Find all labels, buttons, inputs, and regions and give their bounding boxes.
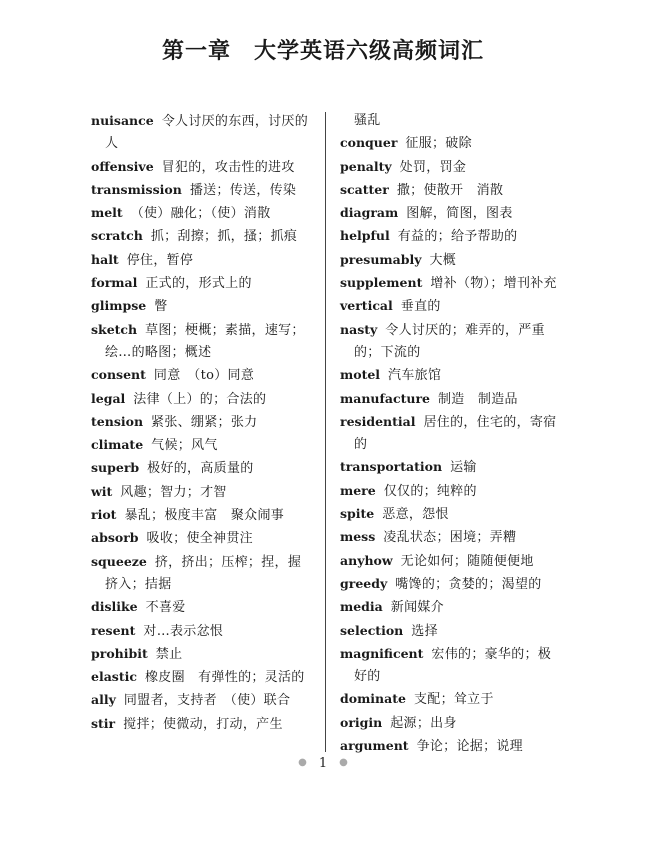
vocab-word: magnificent	[340, 645, 424, 661]
vocab-definition: 令人讨厌的；难弄的，严重的；下流的	[354, 322, 545, 360]
vocab-entry	[340, 735, 562, 758]
vocab-word: ally	[91, 692, 116, 708]
vocab-definition: 令人讨厌的东西，讨厌的人	[105, 114, 309, 152]
vocab-entry	[91, 643, 313, 666]
column-divider	[325, 112, 326, 752]
vocab-word: mere	[340, 482, 376, 498]
vocab-entry	[91, 156, 313, 179]
vocab-entry	[91, 481, 313, 504]
vocab-definition: 气候；风气	[151, 438, 218, 454]
vocab-word: media	[340, 599, 383, 615]
vocab-definition: 紧张、绷紧；张力	[151, 414, 258, 430]
vocab-entry	[340, 388, 562, 411]
vocab-definition: 仅仅的；纯粹的	[383, 483, 477, 499]
vocab-word: scatter	[340, 181, 389, 197]
vocab-entry	[340, 295, 562, 318]
vocab-definition: 大概	[429, 252, 457, 268]
vocab-word: tension	[91, 413, 144, 429]
vocab-definition: 瞥	[154, 299, 168, 315]
vocab-word: argument	[340, 738, 409, 754]
vocab-definition: 汽车旅馆	[388, 368, 442, 384]
vocab-definition: 垂直的	[400, 299, 441, 315]
vocab-entry	[340, 620, 562, 643]
vocab-word: motel	[340, 367, 381, 383]
continued-definition: 骚乱	[354, 113, 381, 128]
vocab-definition: 同盟者，支持者 （使）联合	[123, 693, 291, 709]
vocab-definition: 挤，挤出；压榨；捏，握 挤入；拮据	[105, 554, 315, 592]
vocab-word: dislike	[91, 599, 138, 615]
vocab-definition: （使）融化；（使）消散	[130, 206, 271, 222]
vocab-entry	[340, 319, 562, 365]
vocab-word: nuisance	[91, 113, 154, 128]
vocab-word: prohibit	[91, 645, 148, 661]
vocab-definition: 凌乱状态；困境；弄糟	[383, 530, 517, 546]
vocab-definition: 争论；论据；说理	[416, 739, 523, 755]
vocab-definition: 居住的，住宅的，寄宿的	[354, 414, 557, 453]
vocab-definition: 禁止	[155, 646, 183, 662]
vocab-word: sketch	[91, 321, 138, 337]
vocab-word: mess	[340, 529, 376, 545]
vocab-entry	[91, 666, 313, 689]
vocab-word: nasty	[340, 321, 378, 337]
vocab-definition: 极好的，高质量的	[147, 461, 254, 477]
vocab-definition: 有益的；给予帮助的	[397, 229, 518, 245]
vocab-column-right	[340, 110, 562, 758]
vocab-entry	[91, 689, 313, 712]
vocab-word: penalty	[340, 158, 392, 174]
vocab-word: greedy	[340, 575, 388, 591]
vocab-definition: 增补（物）；增刊补充	[430, 276, 557, 292]
vocab-word: melt	[91, 205, 123, 221]
vocab-entry	[91, 249, 313, 272]
vocab-word: helpful	[340, 228, 390, 244]
vocab-word: halt	[91, 251, 119, 267]
vocab-word: elastic	[91, 669, 137, 685]
vocab-entry	[340, 503, 562, 526]
vocab-word: stir	[91, 715, 116, 731]
vocab-word: dominate	[340, 691, 406, 707]
vocab-entry	[340, 596, 562, 619]
vocab-definition: 起源；出身	[390, 715, 457, 731]
vocab-entry	[91, 713, 313, 736]
vocab-entry	[91, 504, 313, 527]
vocab-definition: 停住，暂停	[126, 252, 194, 268]
vocab-word: residential	[340, 413, 416, 429]
vocab-definition: 法律（上）的；合法的	[133, 391, 267, 407]
vocab-word: presumably	[340, 251, 422, 267]
vocab-definition: 恶意，怨恨	[382, 507, 449, 523]
vocab-entry	[91, 551, 313, 597]
vocab-entry	[340, 688, 562, 711]
vocab-definition: 运输	[450, 460, 477, 476]
vocab-definition: 图解，简图，图表	[406, 206, 513, 222]
vocab-entry	[340, 573, 562, 596]
vocab-entry	[340, 712, 562, 735]
vocab-definition: 草图；梗概；素描，速写；绘…的略图；概述	[105, 322, 305, 360]
vocab-entry	[340, 156, 562, 179]
vocab-definition: 制造 制造品	[438, 391, 518, 407]
vocab-entry	[340, 643, 562, 689]
page-footer	[0, 756, 646, 771]
vocab-definition: 橡皮圈 有弹性的；灵活的	[144, 670, 305, 686]
vocab-entry	[340, 364, 562, 387]
vocab-entry	[91, 272, 313, 295]
vocab-definition: 支配；耸立于	[413, 692, 494, 708]
vocab-word: formal	[91, 275, 138, 291]
vocab-definition: 不喜爱	[145, 600, 186, 616]
vocab-entry	[91, 388, 313, 411]
vocab-word: transmission	[91, 181, 182, 197]
vocab-entry	[91, 202, 313, 225]
vocab-entry	[340, 132, 562, 155]
vocab-definition: 嘴馋的；贪婪的；渴望的	[395, 576, 542, 592]
vocab-definition: 无论如何；随随便便地	[400, 553, 534, 569]
vocab-definition: 冒犯的，攻击性的进攻	[161, 159, 295, 175]
vocab-entry	[340, 272, 562, 295]
vocab-word: origin	[340, 714, 383, 730]
vocab-definition: 宏伟的；豪华的；极好的	[354, 646, 552, 685]
vocab-definition: 抓；刮擦；抓，搔；抓痕	[150, 229, 298, 245]
vocab-entry	[340, 249, 562, 272]
vocab-word: anyhow	[340, 552, 393, 568]
vocab-entry	[340, 480, 562, 503]
vocab-word: scratch	[91, 228, 143, 244]
vocab-definition: 处罚，罚金	[399, 159, 467, 175]
vocab-entry	[91, 457, 313, 480]
vocab-word: riot	[91, 507, 117, 523]
vocab-word: transportation	[340, 459, 443, 475]
footer-dot-icon: ●	[339, 757, 348, 768]
footer-dot-icon: ●	[298, 757, 307, 768]
vocab-word: absorb	[91, 530, 139, 546]
vocab-word: offensive	[91, 158, 154, 174]
vocab-definition: 风趣；智力；才智	[120, 484, 227, 500]
vocab-definition: 播送；传送，传染	[189, 182, 297, 198]
vocab-entry	[340, 202, 562, 225]
vocab-entry	[91, 225, 313, 248]
vocab-definition: 正式的，形式上的	[145, 276, 252, 292]
vocab-entry	[91, 364, 313, 387]
vocab-entry	[340, 526, 562, 549]
vocab-definition: 征服；破除	[405, 136, 472, 152]
vocab-definition: 搅拌；使微动，打动，产生	[123, 716, 283, 732]
vocab-definition: 对…表示忿恨	[143, 623, 224, 639]
vocab-word: legal	[91, 390, 126, 406]
vocab-word: spite	[340, 506, 375, 522]
vocab-word: selection	[340, 622, 404, 638]
vocab-word: climate	[91, 437, 144, 453]
vocab-word: squeeze	[91, 553, 147, 569]
vocab-word: resent	[91, 622, 136, 638]
vocab-entry	[340, 411, 562, 457]
vocab-entry	[91, 295, 313, 318]
vocab-word: diagram	[340, 205, 399, 221]
vocab-word: glimpse	[91, 298, 147, 314]
vocab-definition: 撒；使散开 消散	[396, 182, 504, 198]
vocab-definition: 选择	[411, 623, 438, 639]
vocab-word: consent	[91, 367, 146, 383]
vocab-word: conquer	[340, 135, 398, 151]
page-title: 第一章 大学英语六级高频词汇	[161, 39, 484, 64]
vocab-entry	[91, 434, 313, 457]
vocab-entry	[340, 179, 562, 202]
vocab-definition: 暴乱；极度丰富 聚众闹事	[124, 508, 285, 524]
vocab-word: supplement	[340, 275, 423, 291]
vocab-entry	[91, 179, 313, 202]
vocab-entry	[91, 527, 313, 550]
vocab-word: vertical	[340, 298, 393, 314]
page-number: 1	[318, 756, 328, 771]
vocab-definition: 新闻媒介	[390, 600, 444, 616]
vocab-entry	[340, 456, 562, 479]
vocab-definition: 吸收；使全神贯注	[146, 531, 253, 547]
vocab-column-left	[91, 110, 313, 736]
vocab-entry	[91, 620, 313, 643]
vocab-word: superb	[91, 460, 140, 476]
vocab-entry	[340, 225, 562, 248]
vocab-entry	[340, 550, 562, 573]
vocab-entry	[91, 596, 313, 619]
vocab-word: wit	[91, 483, 113, 499]
vocab-entry	[91, 319, 313, 365]
vocab-entry	[91, 411, 313, 434]
vocab-word: manufacture	[340, 390, 430, 406]
vocab-entry	[91, 110, 313, 156]
vocab-definition: 同意 （to）同意	[153, 368, 255, 384]
